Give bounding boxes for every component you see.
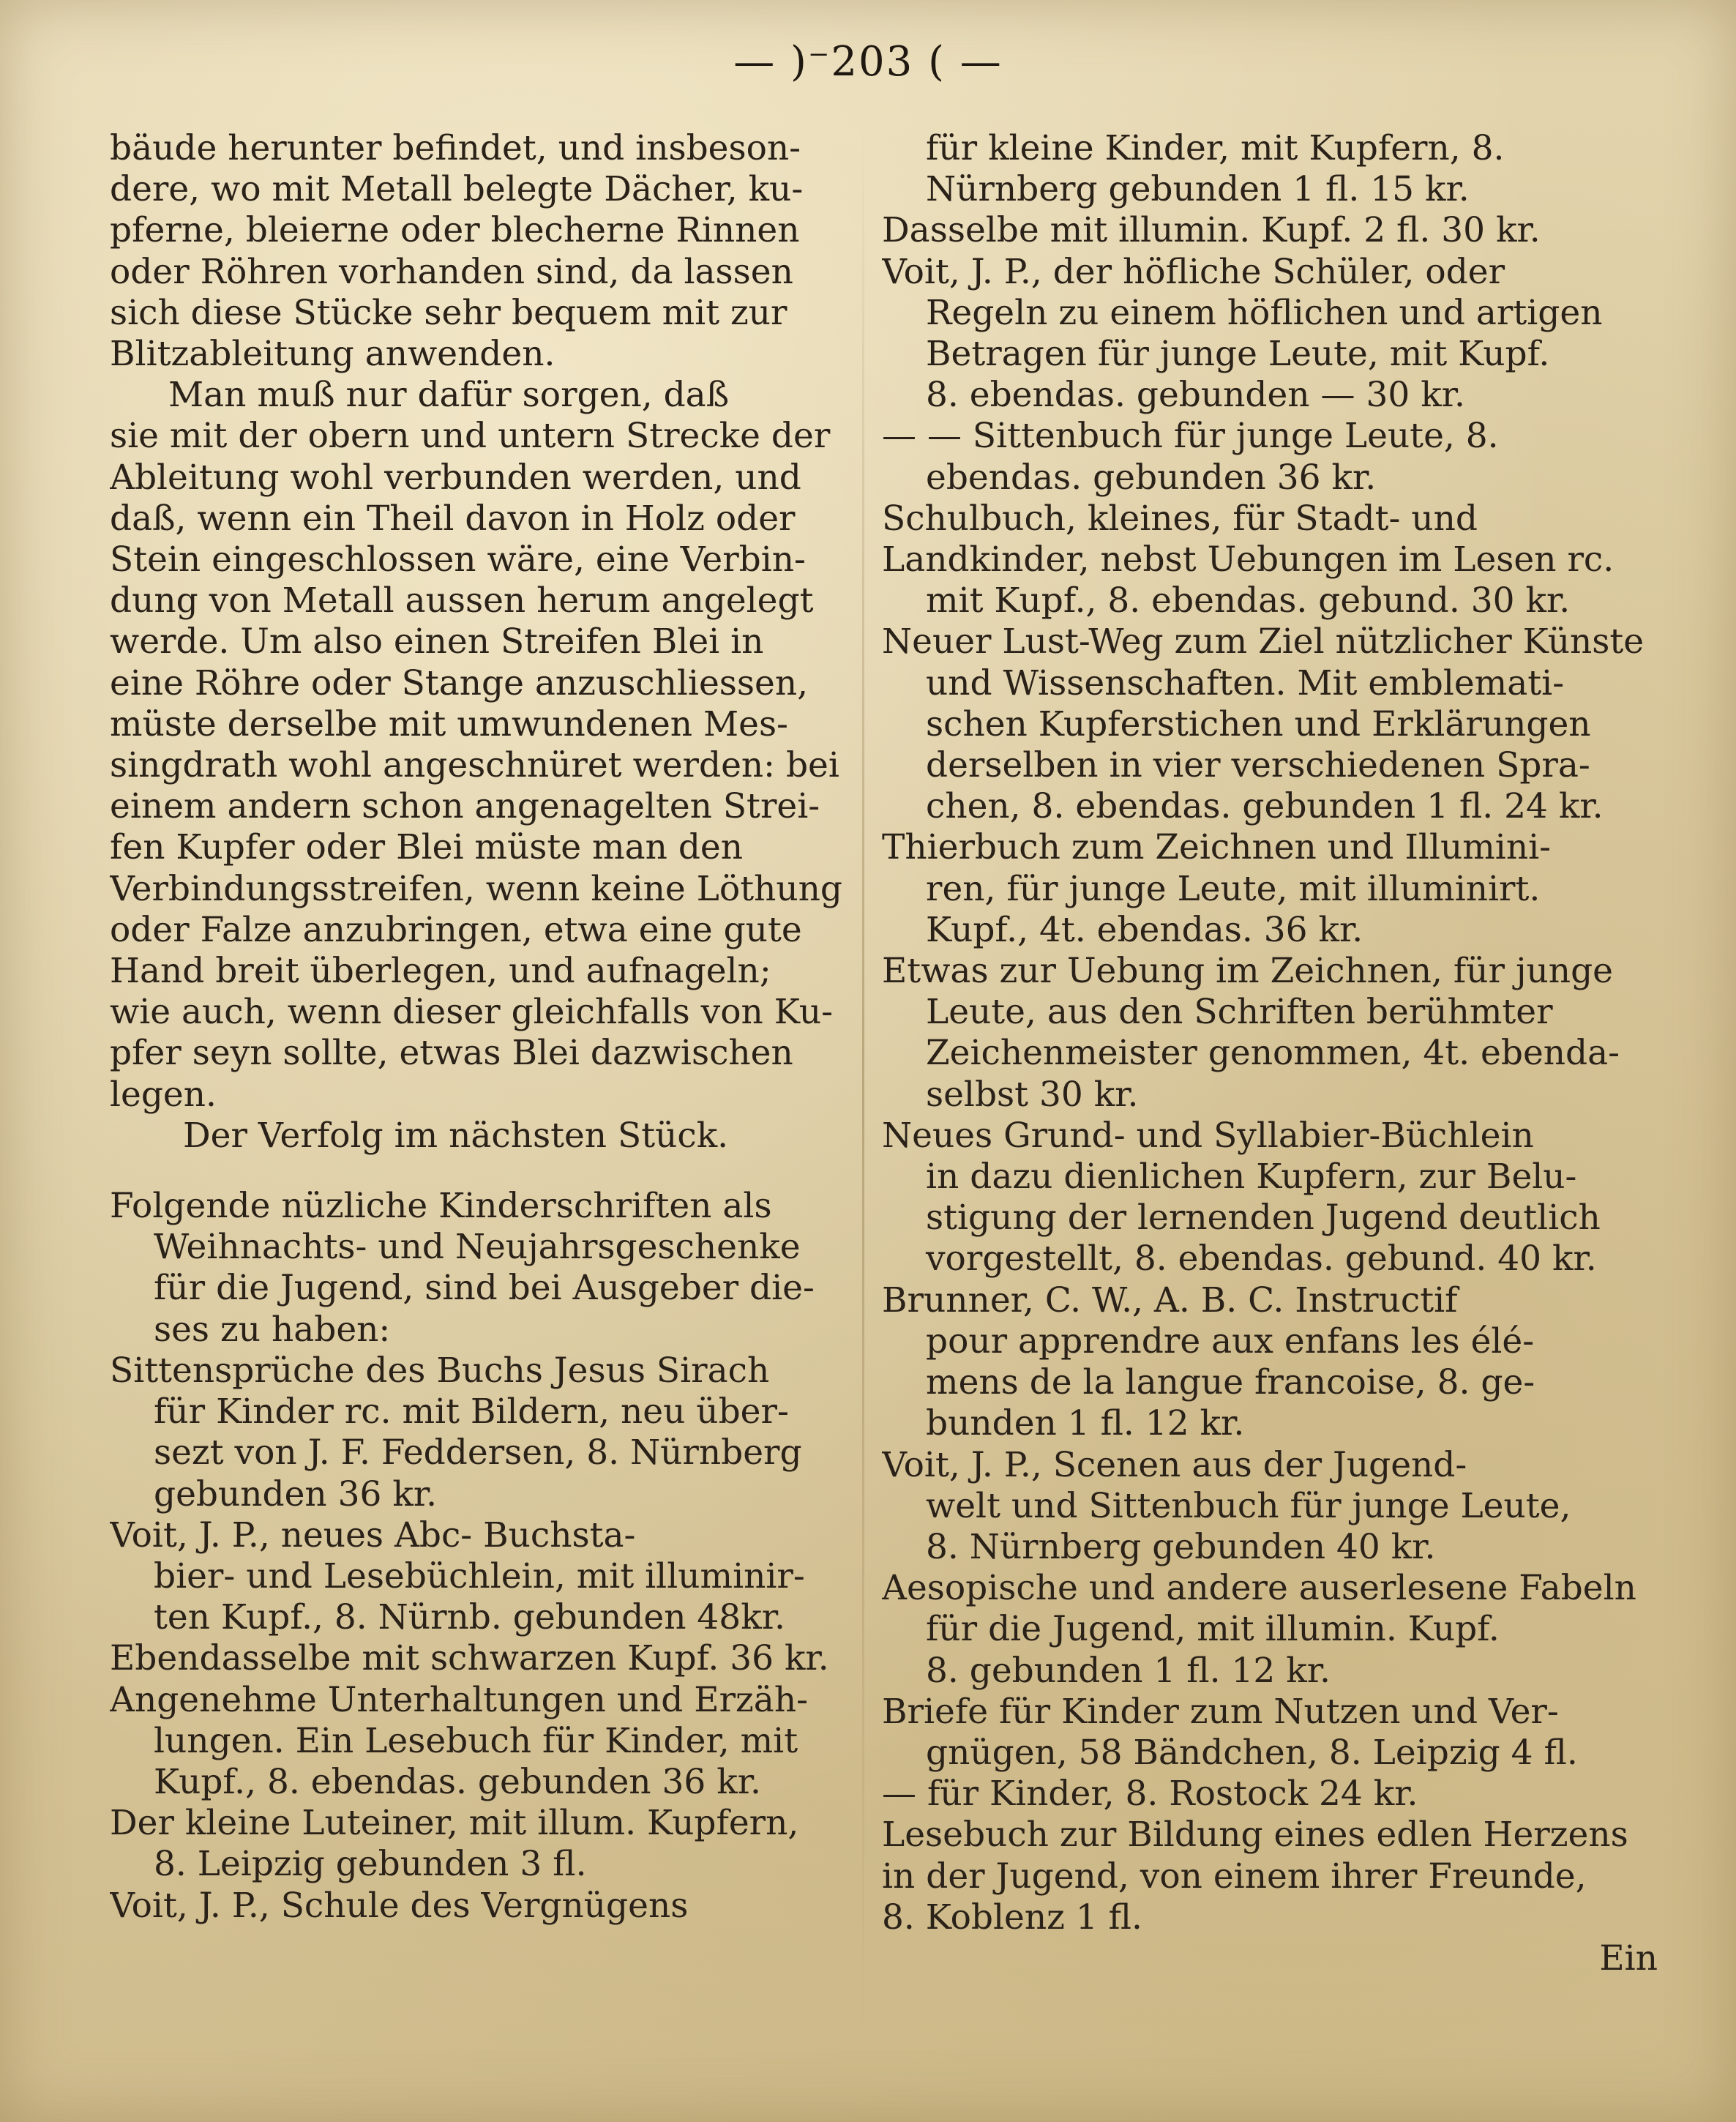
text-line: Dasselbe mit illumin. Kupf. 2 fl. 30 kr. xyxy=(882,210,1541,251)
text-line: Hand breit überlegen, und aufnageln; xyxy=(110,951,771,992)
text-line: Verbindungsstreifen, wenn keine Löthung xyxy=(110,868,842,909)
text-line: 8. Leipzig gebunden 3 fl. xyxy=(154,1844,587,1885)
text-line: Der Verfolg im nächsten Stück. xyxy=(183,1115,729,1156)
text-line: lungen. Ein Lesebuch für Kinder, mit xyxy=(154,1720,798,1761)
text-line: mit Kupf., 8. ebendas. gebund. 30 kr. xyxy=(926,580,1571,621)
text-line: Weihnachts- und Neujahrsgeschenke xyxy=(154,1227,801,1268)
text-line: Regeln zu einem höflichen und artigen xyxy=(926,292,1603,333)
text-line: chen, 8. ebendas. gebunden 1 fl. 24 kr. xyxy=(926,786,1604,827)
text-line: oder Röhren vorhanden sind, da lassen xyxy=(110,251,793,292)
text-line: — für Kinder, 8. Rostock 24 kr. xyxy=(882,1774,1418,1815)
text-line: Neues Grund- und Syllabier-Büchlein xyxy=(882,1115,1534,1156)
text-line: Etwas zur Uebung im Zeichnen, für junge xyxy=(882,951,1613,992)
text-line: bier- und Lesebüchlein, mit illuminir- xyxy=(154,1555,805,1596)
text-line: — — Sittenbuch für junge Leute, 8. xyxy=(882,416,1499,457)
text-line: pfer seyn sollte, etwas Blei dazwischen xyxy=(110,1033,793,1074)
text-line: müste derselbe mit umwundenen Mes- xyxy=(110,703,788,744)
text-line: Lesebuch zur Bildung eines edlen Herzens xyxy=(882,1815,1628,1856)
text-line: Neuer Lust-Weg zum Ziel nützlicher Künste xyxy=(882,621,1645,662)
text-line: 8. ebendas. gebunden — 30 kr. xyxy=(926,375,1465,416)
text-line: Nürnberg gebunden 1 fl. 15 kr. xyxy=(926,169,1470,210)
text-line: ebendas. gebunden 36 kr. xyxy=(926,457,1377,498)
catchword: Ein xyxy=(1599,1938,1658,1979)
text-line: pour apprendre aux enfans les élé- xyxy=(926,1320,1535,1361)
text-line: für die Jugend, sind bei Ausgeber die- xyxy=(154,1268,815,1309)
text-line: 8. Nürnberg gebunden 40 kr. xyxy=(926,1526,1436,1567)
text-line: bäude herunter befindet, und insbeson- xyxy=(110,128,801,168)
text-line: Aesopische und andere auserlesene Fabeln xyxy=(882,1568,1636,1609)
text-line: Schulbuch, kleines, für Stadt- und xyxy=(882,498,1478,539)
text-line: Briefe für Kinder zum Nutzen und Ver- xyxy=(882,1691,1559,1732)
text-line: ren, für junge Leute, mit illuminirt. xyxy=(926,868,1541,909)
text-line: sie mit der obern und untern Strecke der xyxy=(110,416,831,457)
text-line: ten Kupf., 8. Nürnb. gebunden 48kr. xyxy=(154,1597,785,1638)
text-line: Voit, J. P., neues Abc- Buchsta- xyxy=(110,1514,636,1555)
text-line: Thierbuch zum Zeichnen und Illumini- xyxy=(882,827,1551,868)
text-line: Betragen für junge Leute, mit Kupf. xyxy=(926,334,1550,375)
text-line: dere, wo mit Metall belegte Dächer, ku- xyxy=(110,169,804,210)
text-line: sezt von J. F. Feddersen, 8. Nürnberg xyxy=(154,1432,802,1473)
text-line: für kleine Kinder, mit Kupfern, 8. xyxy=(926,128,1505,168)
text-line: sich diese Stücke sehr bequem mit zur xyxy=(110,292,787,333)
text-line: eine Röhre oder Stange anzuschliessen, xyxy=(110,662,809,703)
text-line: für die Jugend, mit illumin. Kupf. xyxy=(926,1609,1500,1650)
text-line: pferne, bleierne oder blecherne Rinnen xyxy=(110,210,800,251)
text-line: in dazu dienlichen Kupfern, zur Belu- xyxy=(926,1157,1577,1198)
paragraph-gap xyxy=(110,1157,886,1186)
text-line: mens de la langue francoise, 8. ge- xyxy=(926,1362,1535,1403)
text-line: Ebendasselbe mit schwarzen Kupf. 36 kr. xyxy=(110,1638,829,1679)
text-line: Angenehme Unterhaltungen und Erzäh- xyxy=(110,1679,808,1720)
text-line: Man muß nur dafür sorgen, daß xyxy=(168,375,730,416)
text-line: gnügen, 58 Bändchen, 8. Leipzig 4 fl. xyxy=(926,1732,1578,1773)
text-line: 8. Koblenz 1 fl. xyxy=(882,1897,1142,1938)
text-line: Stein eingeschlossen wäre, eine Verbin- xyxy=(110,539,806,580)
text-line: vorgestellt, 8. ebendas. gebund. 40 kr. xyxy=(926,1239,1597,1279)
text-line: Ableitung wohl verbunden werden, und xyxy=(110,457,801,498)
text-line: schen Kupferstichen und Erklärungen xyxy=(926,703,1591,744)
text-line: welt und Sittenbuch für junge Leute, xyxy=(926,1485,1571,1526)
text-line: wie auch, wenn dieser gleichfalls von Ku- xyxy=(110,992,833,1033)
text-line: Brunner, C. W., A. B. C. Instructif xyxy=(882,1279,1458,1320)
text-line: Der kleine Luteiner, mit illum. Kupfern, xyxy=(110,1803,799,1844)
right-column xyxy=(882,128,1658,1979)
text-line: Folgende nüzliche Kinderschriften als xyxy=(110,1186,772,1227)
text-line: stigung der lernenden Jugend deutlich xyxy=(926,1198,1601,1239)
text-line: 8. gebunden 1 fl. 12 kr. xyxy=(926,1650,1331,1691)
text-line: derselben in vier verschiedenen Spra- xyxy=(926,745,1590,786)
text-line: fen Kupfer oder Blei müste man den xyxy=(110,827,744,868)
text-line: legen. xyxy=(110,1074,217,1115)
text-line: oder Falze anzubringen, etwa eine gute xyxy=(110,909,802,950)
text-line: daß, wenn ein Theil davon in Holz oder xyxy=(110,498,796,539)
left-column xyxy=(110,128,886,1927)
text-line: dung von Metall aussen herum angelegt xyxy=(110,580,814,621)
page-header: — )⁻203 ( — xyxy=(733,38,1003,86)
text-line: gebunden 36 kr. xyxy=(154,1473,438,1514)
text-line: und Wissenschaften. Mit emblemati- xyxy=(926,662,1565,703)
text-line: singdrath wohl angeschnüret werden: bei xyxy=(110,745,839,786)
text-line: Leute, aus den Schriften berühmter xyxy=(926,992,1553,1033)
text-line: selbst 30 kr. xyxy=(926,1074,1139,1115)
text-line: Blitzableitung anwenden. xyxy=(110,334,555,375)
text-line: Voit, J. P., der höfliche Schüler, oder xyxy=(882,251,1505,292)
text-line: Sittensprüche des Buchs Jesus Sirach xyxy=(110,1350,770,1391)
text-line: Landkinder, nebst Uebungen im Lesen rc. xyxy=(882,539,1615,580)
text-line: Kupf., 4t. ebendas. 36 kr. xyxy=(926,909,1363,950)
text-line: Zeichenmeister genommen, 4t. ebenda- xyxy=(926,1033,1620,1074)
text-line: Voit, J. P., Scenen aus der Jugend- xyxy=(882,1444,1467,1485)
text-line: in der Jugend, von einem ihrer Freunde, xyxy=(882,1856,1587,1897)
text-line: Voit, J. P., Schule des Vergnügens xyxy=(110,1885,689,1926)
text-line: ses zu haben: xyxy=(154,1309,391,1350)
text-line: bunden 1 fl. 12 kr. xyxy=(926,1403,1245,1444)
text-line: einem andern schon angenagelten Strei- xyxy=(110,786,820,827)
text-line: werde. Um also einen Streifen Blei in xyxy=(110,621,764,662)
text-line: Kupf., 8. ebendas. gebunden 36 kr. xyxy=(154,1761,761,1802)
text-line: für Kinder rc. mit Bildern, neu über- xyxy=(154,1391,789,1432)
